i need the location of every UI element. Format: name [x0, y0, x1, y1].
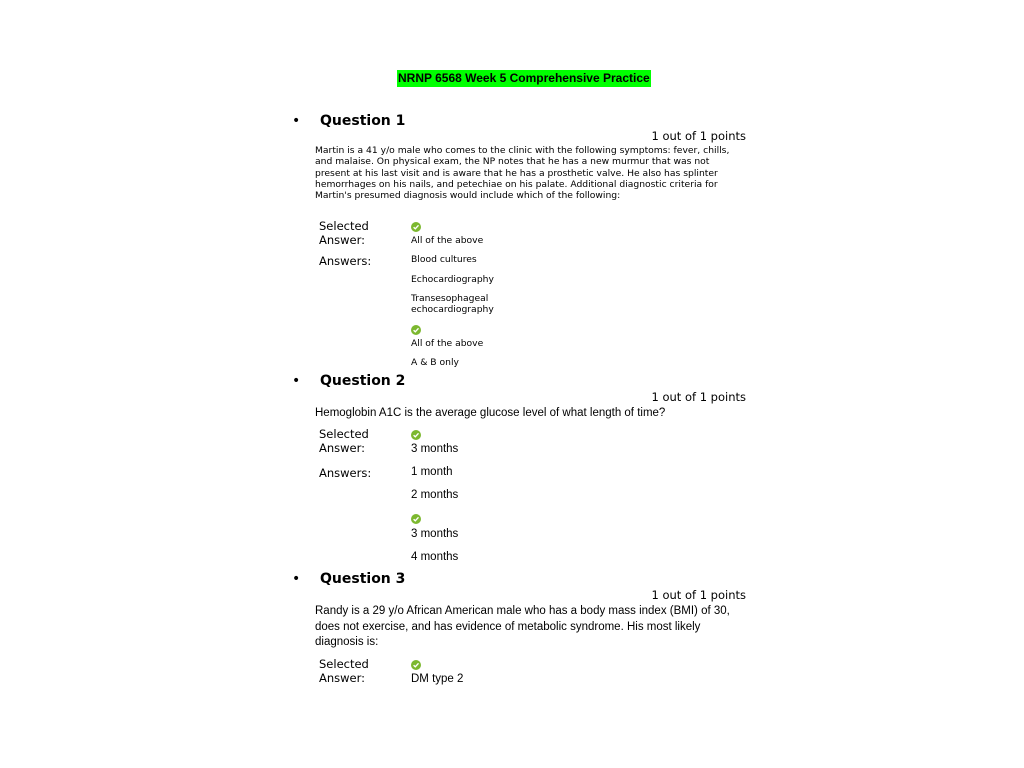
selected-answer-label: Selected Answer:	[319, 219, 369, 247]
answer-option: 4 months	[411, 551, 459, 563]
question-heading: Question 3	[320, 571, 406, 587]
check-circle-icon	[411, 325, 421, 335]
check-circle-icon	[411, 430, 421, 440]
answers-label: Answers:	[319, 466, 372, 480]
document-title: NRNP 6568 Week 5 Comprehensive Practice	[398, 71, 650, 85]
check-circle-icon	[411, 222, 421, 232]
question-text: Randy is a 29 y/o African American male who has a body mass index (BMI) of 30, does not exercise, and has evidence of metabolic syndrome. His most likely diagnosis is:	[315, 605, 730, 648]
selected-answer: 3 months	[411, 443, 459, 455]
answer-option: 2 months	[411, 489, 459, 501]
bullet: •	[292, 571, 301, 587]
answers-label: Answers:	[319, 254, 372, 268]
question-heading: Question 2	[320, 373, 406, 389]
check-circle-icon	[411, 660, 421, 670]
bullet: •	[292, 113, 301, 129]
selected-answer: DM type 2	[411, 673, 464, 685]
answer-option: 1 month	[411, 466, 453, 478]
check-circle-icon	[411, 514, 421, 524]
selected-answer: All of the above	[411, 235, 484, 246]
answer-option: Transesophageal	[411, 293, 489, 304]
answer-option-correct: All of the above	[411, 338, 484, 349]
question-points: 1 out of 1 points	[651, 390, 746, 404]
question-text: Hemoglobin A1C is the average glucose level of what length of time?	[315, 407, 666, 419]
selected-answer-label: Selected Answer:	[319, 657, 369, 685]
answer-option-correct: 3 months	[411, 528, 459, 540]
answer-option: Blood cultures	[411, 254, 477, 265]
question-points: 1 out of 1 points	[651, 588, 746, 602]
answer-option: Echocardiography	[411, 274, 494, 285]
answer-option: echocardiography	[411, 304, 494, 315]
selected-answer-label: Selected Answer:	[319, 427, 369, 455]
bullet: •	[292, 373, 301, 389]
question-points: 1 out of 1 points	[651, 129, 746, 143]
answer-option: A & B only	[411, 357, 459, 368]
question-text: Martin is a 41 y/o male who comes to the clinic with the following symptoms: fever, chills, and malaise. On physical exam, the NP notes that he has a new murmur that was not present at his last visit and is aware that he has a prosthetic valve. He also has splinter hemorrhages on his nails, and petechiae on his palate. Additional diagnostic criteria for Martin's presumed diagnosis would include which of the following:	[315, 145, 730, 202]
question-heading: Question 1	[320, 113, 406, 129]
